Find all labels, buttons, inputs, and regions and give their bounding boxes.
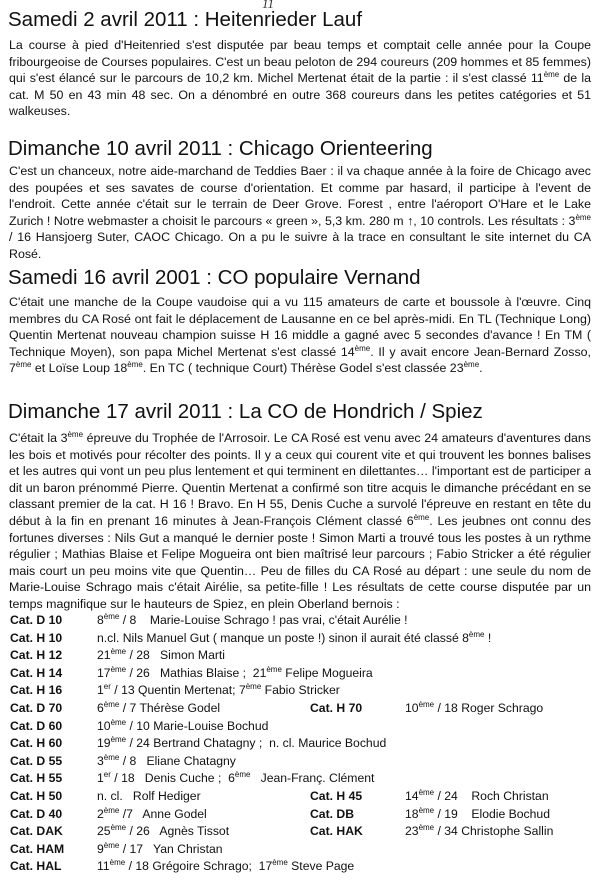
section-body-chicago: C'est un chanceux, notre aide-marchand de Teddies Baer : il va chaque année à la foire de Chicago avec des poupées et ses savates de course d'orientation. Et comme par hasard, il participe à l'event de l'endroit. Cette année c'était sur le terrain de Deer Grove. Forest , entre l'aéroport O'Hare et le Lake Zurich ! Notre webmaster a choisit le parcours « green », 5,3 km. 280 m ↑, 10 controls. Les résultats : 3ème / 16 Hansjoerg Suter, CAOC Chicago. On a pu le suivre à la trace en consultant le site internet du CA Rosé. (9, 164, 591, 261)
section-title-hondrich: Dimanche 17 avril 2011 : La CO de Hondrich / Spiez (8, 400, 483, 423)
result-category: Cat. H 50 (10, 788, 63, 803)
result-category-second: Cat. HAK (310, 824, 363, 839)
section-body-hondrich: C'était la 3ème épreuve du Trophée de l'Arrosoir. Le CA Rosé est venu avec 24 amateurs d'aventures dans les bois et motivés pour récolter des points. Il y a ceux qui courent vite et qui trouvent les bonnes balises et les autres qui vont un peu plus lentement et qui terminent en dilettantes… l'important est de participer a dit un baron prénommé Pierre. Quentin Mertenat a confirmé son titre acquis le dimanche précédant en se classant premier de la cat. H 16 ! Bravo. En H 55, Denis Cuche a survolé l'épreuve en restant en tête du début à la fin en prenant 16 minutes à Jean-François Clément classé 6ème. Les jeubnes ont connu des fortunes diverses : Nils Gut a manqué le dernier poste ! Simon Marti a trouvé tous les postes à un rythme régulier ; Mathias Blaise et Felipe Mogueira ont bien maîtrisé leur parcours ; Fabio Stricker a été régulier mais court un peu moins vite que Quentin… Peu de filles du CA Rosé au départ : une seule du nom de Marie-Louise Schrago mais c'était Airélie, sa petite-fille ! Les résultats de cette course disputée par un temps magnifique sur le hauteurs de Spiez, en plein Oberland bernois : (9, 429, 592, 611)
result-value: 2ème /7 Anne Godel (97, 805, 207, 821)
result-value: 1er / 13 Quentin Mertenat; 7ème Fabio Stricker (97, 682, 340, 698)
result-category: Cat. HAL (10, 859, 62, 874)
result-value: 11ème / 18 Grégoire Schrago; 17ème Steve Page (97, 858, 355, 874)
result-value-second: 23ème / 34 Christophe Sallin (405, 823, 554, 839)
result-value: 17ème / 26 Mathias Blaise ; 21ème Felipe Mogueira (97, 664, 373, 680)
result-row (10, 701, 595, 719)
result-value: 6ème / 7 Thérèse Godel (97, 699, 221, 715)
result-row (10, 666, 595, 684)
result-value-second: 10ème / 18 Roger Schrago (405, 699, 544, 715)
result-category: Cat. D 70 (10, 700, 63, 715)
result-value: 8ème / 8 Marie-Louise Schrago ! pas vrai, c'était Aurélie ! (97, 611, 408, 627)
result-value: 1er / 18 Denis Cuche ; 6ème Jean-Franç. Clément (97, 770, 375, 786)
section-title-heitenried: Samedi 2 avril 2011 : Heitenrieder Lauf (8, 8, 363, 31)
result-category: Cat. H 16 (10, 683, 63, 698)
result-category: Cat. HAM (10, 841, 65, 856)
result-row (10, 824, 595, 842)
result-category: Cat. DAK (10, 824, 63, 839)
result-category: Cat. D 40 (10, 806, 63, 821)
result-category: Cat. D 60 (10, 718, 63, 733)
result-value: n. cl. Rolf Hediger (97, 788, 201, 803)
result-row (10, 859, 595, 877)
result-category: Cat. H 60 (10, 736, 63, 751)
result-category: Cat. H 14 (10, 665, 63, 680)
result-category-second: Cat. H 70 (310, 700, 363, 715)
result-category-second: Cat. DB (310, 806, 355, 821)
result-row (10, 771, 595, 789)
result-value: 10ème / 10 Marie-Louise Bochud (97, 717, 269, 733)
result-category: Cat. H 12 (10, 648, 63, 663)
result-category: Cat. D 10 (10, 613, 63, 627)
section-body-vernand: C'était une manche de la Coupe vaudoise qui a vu 115 amateurs de carte et boussole à l'œuvre. Cinq membres du CA Rosé ont fait le déplacement de Lausanne en ce bel après-midi. En TL (Technique Long) Quentin Mertenat nouveau champion suisse H 16 middle a gagné avec 5 secondes d'avance ! En TM ( Technique Moyen), son papa Michel Mertenat s'est classé 14ème. Il y avait encore Jean-Bernard Zosso, 7ème et Loïse Loup 18ème. En TC ( technique Court) Thérèse Godel s'est classée 23ème. (9, 295, 591, 376)
result-category: Cat. D 55 (10, 753, 63, 768)
result-value-second: 14ème / 24 Roch Christan (405, 787, 549, 803)
result-value: 21ème / 28 Simon Marti (97, 647, 226, 663)
result-value: 25ème / 26 Agnès Tissot (97, 823, 230, 839)
result-value: n.cl. Nils Manuel Gut ( manque un poste !) sinon il aurait été classé 8ème ! (97, 629, 492, 645)
result-row (10, 754, 595, 772)
result-row (10, 789, 595, 807)
result-category: Cat. H 55 (10, 771, 63, 786)
result-row (10, 807, 595, 825)
section-title-chicago: Dimanche 10 avril 2011 : Chicago Orienteering (8, 137, 433, 160)
result-row (10, 736, 595, 754)
result-value: 19ème / 24 Bertrand Chatagny ; n. cl. Maurice Bochud (97, 735, 387, 751)
result-row (10, 683, 595, 701)
result-row (10, 719, 595, 737)
results-list (10, 613, 595, 877)
page-number: 11 (262, 0, 275, 11)
result-row (10, 648, 595, 666)
section-body-heitenried: La course à pied d'Heitenried s'est disputée par beau temps et comptait celle année pour la Coupe fribourgeoise de Courses populaires. C'est un beau peloton de 294 coureurs (209 hommes et 85 femmes) qui s'est élancé sur le parcours de 10,2 km. Michel Mertenat était de la partie : il s'est classé 11ème de la cat. M 50 en 43 min 48 sec. On a dénombré en outre 368 coureurs dans les petites catégories et 51 walkeuses. (9, 38, 591, 119)
result-row (10, 842, 595, 860)
result-row (10, 613, 595, 631)
result-row (10, 631, 595, 649)
result-value: 9ème / 17 Yan Christan (97, 840, 223, 856)
result-category: Cat. H 10 (10, 630, 63, 645)
result-category-second: Cat. H 45 (310, 788, 363, 803)
result-value-second: 18ème / 19 Elodie Bochud (405, 805, 550, 821)
result-value: 3ème / 8 Eliane Chatagny (97, 752, 236, 768)
section-title-vernand: Samedi 16 avril 2001 : CO populaire Vernand (8, 266, 421, 289)
